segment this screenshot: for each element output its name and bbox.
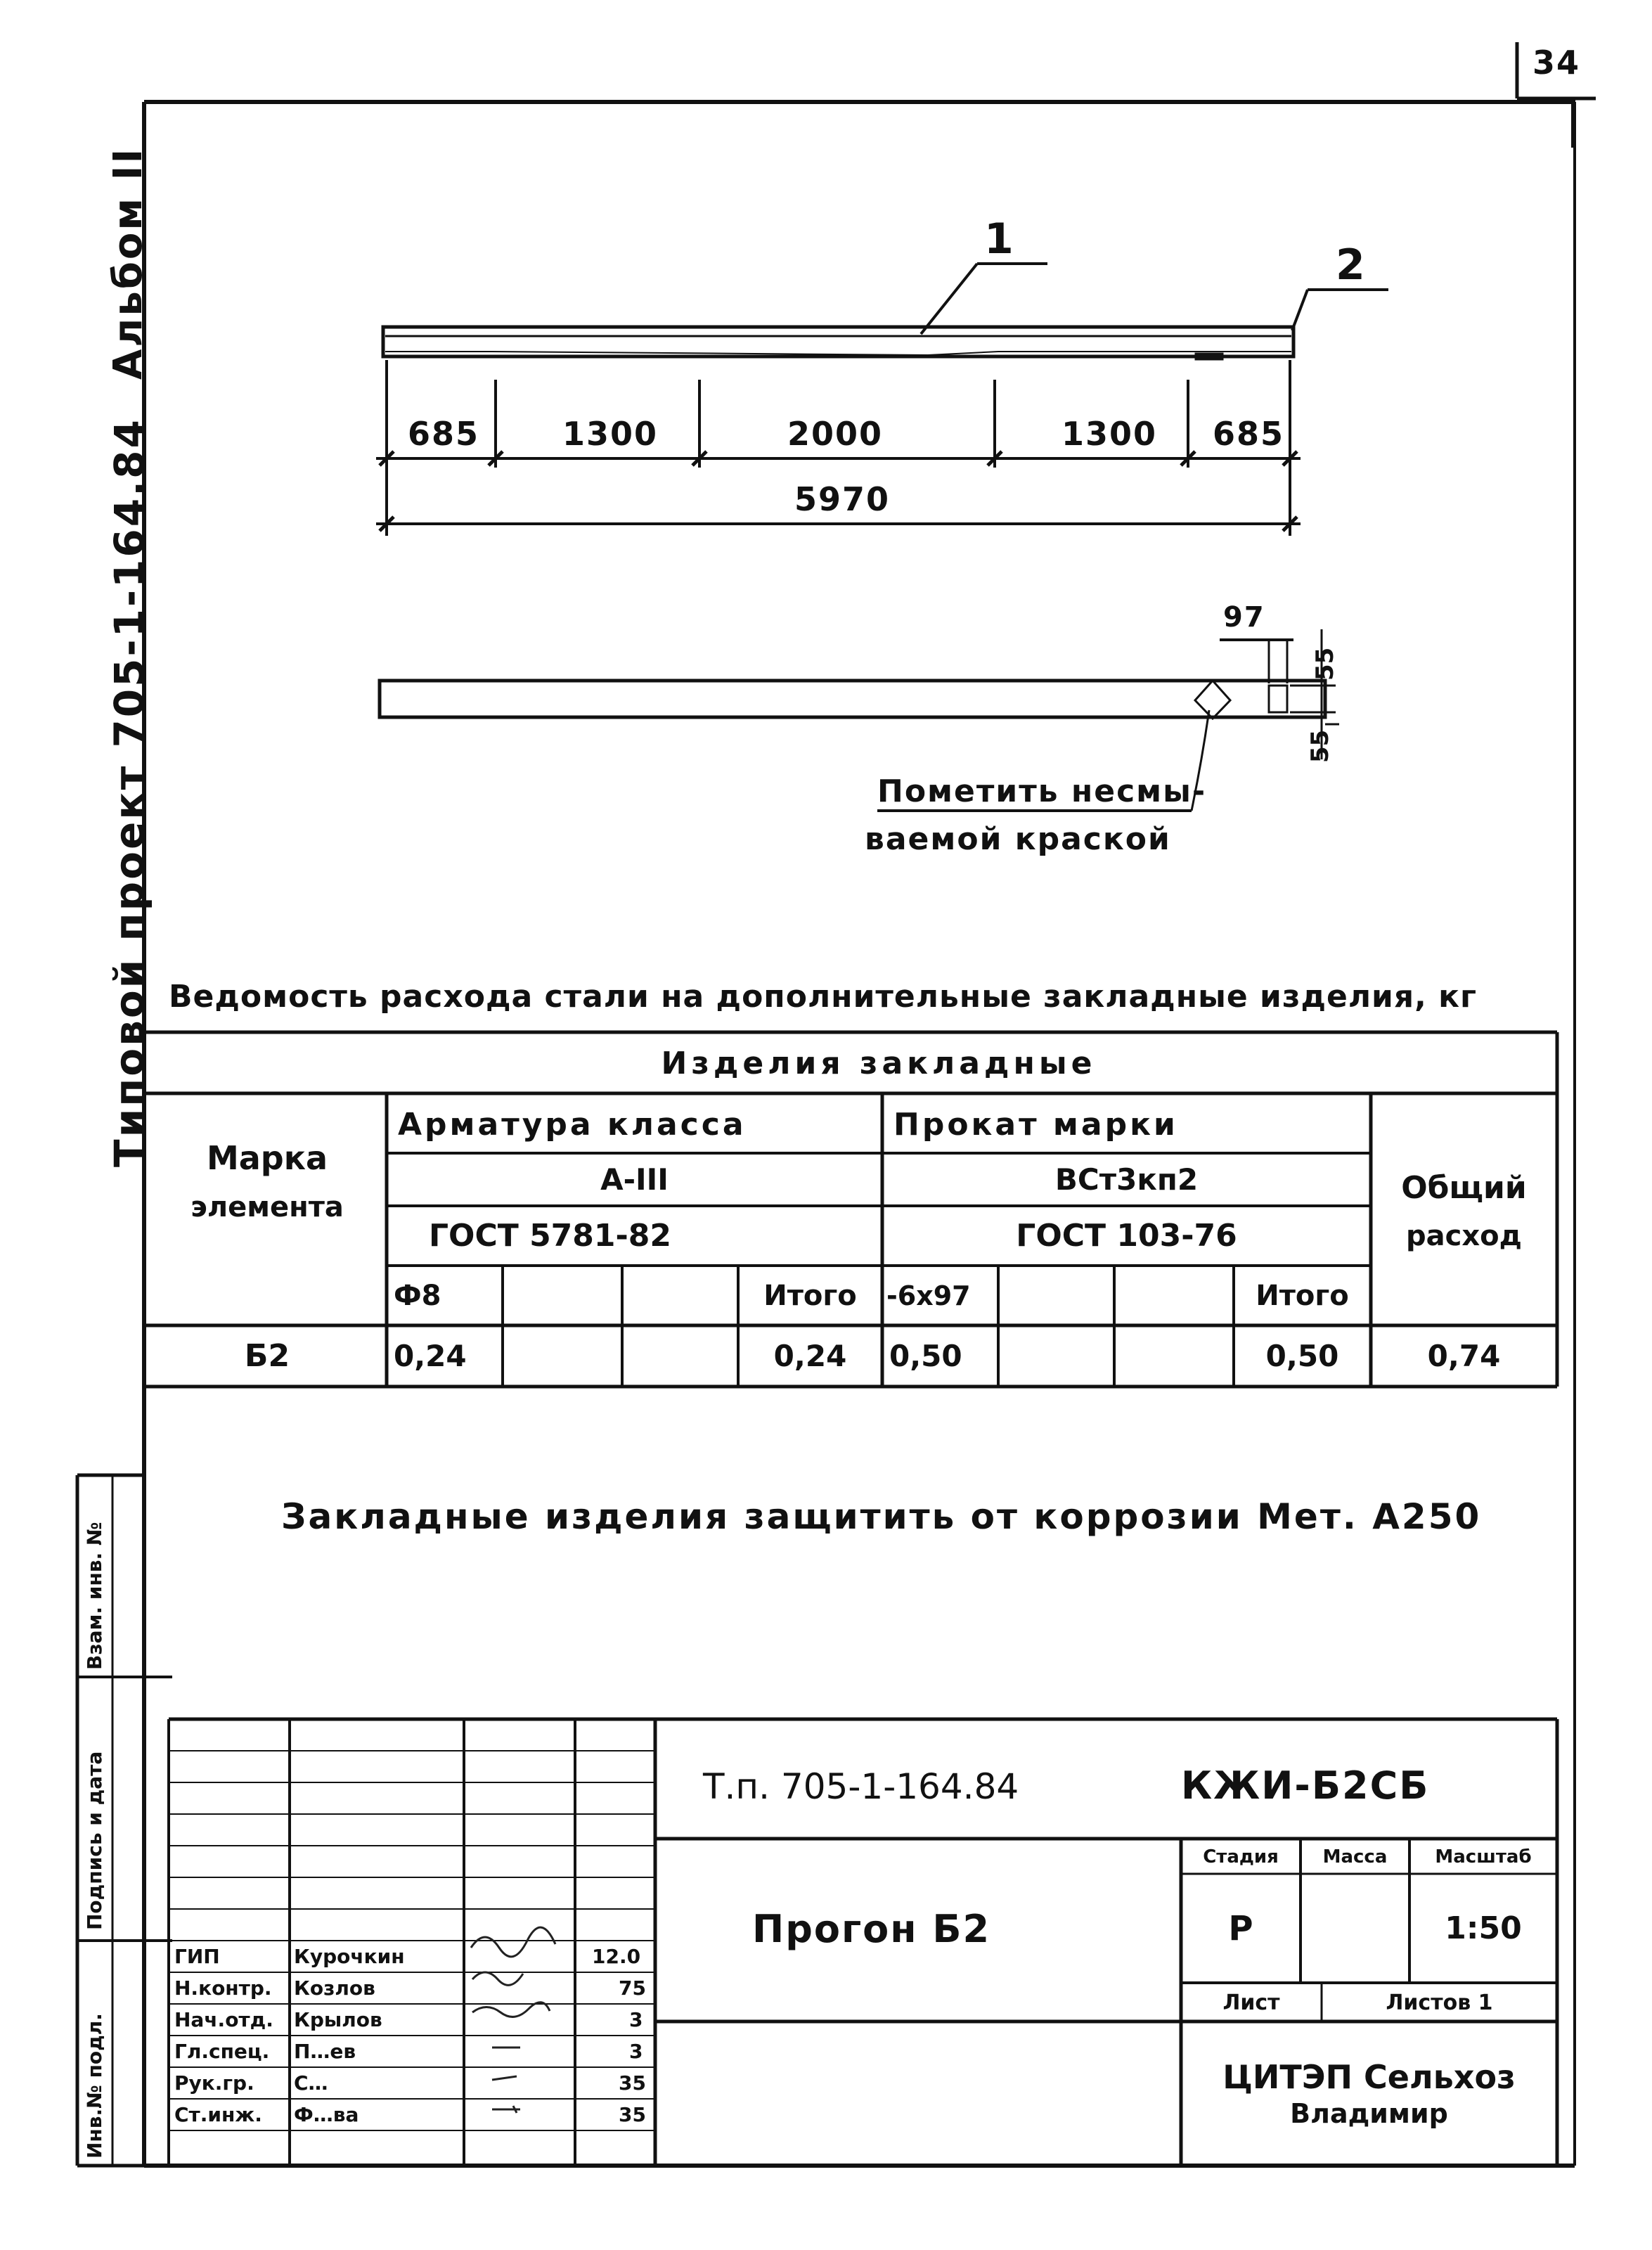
callout-1: 1 (984, 214, 1015, 264)
person-role: Гл.спец. (174, 2040, 270, 2063)
person-name: Курочкин (294, 1945, 405, 1968)
project-title-vertical: Типовой проект 705-1-164.84 (105, 418, 153, 1167)
col-mark-line1: Марка (206, 1139, 328, 1178)
total-line1: Общий (1401, 1170, 1527, 1207)
rebar-header: Арматура класса (398, 1106, 747, 1143)
person-name: Крылов (294, 2008, 382, 2031)
callout-2: 2 (1336, 240, 1367, 290)
sub-rolled-plate: -6x97 (886, 1280, 971, 1311)
person-date: 75 (619, 1976, 646, 2000)
sheet-code: КЖИ-Б2СБ (1181, 1763, 1430, 1808)
page-number: 34 (1532, 44, 1581, 82)
person-date: 35 (619, 2071, 646, 2095)
dim-total-5970: 5970 (794, 480, 891, 518)
dim-1300-right: 1300 (1061, 415, 1158, 453)
person-name: С… (294, 2071, 328, 2095)
table-group-header: Изделия закладные (661, 1046, 1097, 1081)
person-name: Ф…ва (294, 2103, 359, 2126)
person-role: Ст.инж. (174, 2103, 262, 2126)
stage-label: Стадия (1203, 1846, 1279, 1868)
dim-685-right: 685 (1213, 415, 1285, 453)
sheets-label: Листов 1 (1386, 1991, 1493, 2015)
rolled-grade: ВСт3кп2 (1054, 1162, 1199, 1197)
col-mark-line2: элемента (191, 1190, 344, 1223)
mass-value (1301, 1874, 1409, 1983)
person-date: 12.0 (592, 1945, 641, 1968)
col-mark-header (148, 1097, 387, 1266)
org-name (1181, 2024, 1557, 2164)
steel-table-title: Ведомость расхода стали на дополнительные закладные изделия, кг (169, 979, 1478, 1015)
dim-1300-left: 1300 (562, 415, 659, 453)
row-rebar-phi8: 0,24 (394, 1339, 467, 1373)
marking-note-line2: ваемой краской (865, 821, 1171, 857)
scale-label: Масштаб (1435, 1846, 1532, 1868)
total-line2: расход (1406, 1219, 1522, 1252)
dim-2000: 2000 (787, 415, 884, 453)
scale-value: 1:50 (1445, 1910, 1522, 1946)
project-code: Т.п. 705-1-164.84 (703, 1766, 1019, 1807)
rebar-class: А-III (600, 1162, 669, 1197)
stamp-inv-replace: Взам. инв. № (83, 1522, 106, 1670)
person-date: 3 (629, 2040, 643, 2063)
person-role: Рук.гр. (174, 2071, 254, 2095)
stage-value: Р (1228, 1908, 1253, 1948)
rebar-gost: ГОСТ 5781-82 (429, 1218, 672, 1254)
rolled-header: Прокат марки (893, 1106, 1178, 1143)
rolled-gost: ГОСТ 103-76 (1016, 1218, 1237, 1254)
stamp-inv-orig: Инв.№ подл. (83, 2013, 106, 2159)
person-role: Н.контр. (174, 1976, 272, 2000)
stamp-sign-date: Подпись и дата (83, 1751, 106, 1930)
sub-rolled-total: Итого (1256, 1279, 1349, 1312)
row-rebar-total: 0,24 (773, 1339, 847, 1373)
person-name: П…ев (294, 2040, 356, 2063)
row-rolled-total: 0,50 (1265, 1339, 1339, 1373)
person-role: ГИП (174, 1945, 220, 1968)
dim-97: 97 (1223, 601, 1265, 634)
col-total-header (1371, 1097, 1557, 1325)
row-rolled-plate: 0,50 (889, 1339, 962, 1373)
mass-label: Масса (1322, 1846, 1388, 1868)
sheet-label: Лист (1222, 1991, 1280, 2015)
sub-rebar-phi8: Ф8 (394, 1279, 441, 1312)
corrosion-note: Закладные изделия защитить от коррозии Мет. А250 (281, 1496, 1482, 1537)
dim-55-bottom: 55 (1306, 729, 1334, 763)
row-total: 0,74 (1427, 1339, 1501, 1373)
dim-55-top: 55 (1311, 647, 1339, 681)
person-role: Нач.отд. (174, 2008, 273, 2031)
album-vertical: Альбом II (105, 146, 151, 380)
person-date: 3 (629, 2008, 643, 2031)
dim-685-left: 685 (408, 415, 480, 453)
org-line1: ЦИТЭП Сельхоз (1222, 2057, 1516, 2096)
org-line2: Владимир (1290, 2098, 1448, 2129)
sub-rebar-total: Итого (763, 1279, 857, 1312)
row-mark: Б2 (244, 1338, 290, 1374)
drawing-name: Прогон Б2 (752, 1907, 991, 1951)
person-date: 35 (619, 2103, 646, 2126)
person-name: Козлов (294, 1976, 375, 2000)
marking-note-line1: Пометить несмы- (877, 773, 1207, 809)
